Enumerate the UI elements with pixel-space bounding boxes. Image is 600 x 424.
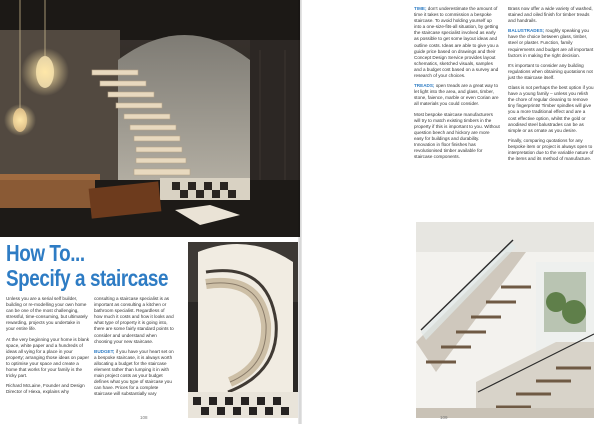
keyword-time: TIME; — [414, 6, 427, 11]
paragraph: Finally, comparing quotations for any bespoke item or project is always open to interpretation due to the variable nature of the items and its method of manufacture. — [508, 137, 594, 162]
paragraph: Richard McLaine, Founder and Design Director of Hiexa, explains why — [6, 383, 85, 395]
paragraph-time: TIME; don't underestimate the amount of time it takes to commission a bespoke staircase. To avoid holding yourself up into a one-size-fits-all situation, by getting the staircase specialist involved as early as possible to get some layout ideas and outline costs. Ideas are able to give you a guide price based on drawings and their Concept Design Service provides layout schematics, sketched visuals, samples and a budget cost based on a survey and research of your choices. — [414, 6, 499, 79]
keyword-balustrades: BALUSTRADES; — [508, 28, 545, 34]
page-number-left: 108 — [140, 415, 148, 420]
paragraph: Unless you are a serial self builder, building or re-modelling your own home can be one of the most challenging, stressful, time-consuming, but ultimately rewarding, projects you undertake in your entire life. — [6, 296, 88, 332]
spine-gutter — [298, 0, 302, 424]
right-col-2 — [508, 6, 594, 166]
article-headline — [6, 241, 168, 291]
paragraph: Glass is not perhaps the best option if you have a young family – unless you relish the chore of regular cleaning to remove tiny fingerprints! Timber spindles will give you a more traditional effect and are a cost effective option, whilst the gold or anodised steel balustrades can be as simple or as ornate as you desire. — [508, 85, 594, 133]
keyword-treads: TREADS; — [414, 83, 435, 89]
paragraph-balustrades: BALUSTRADES; roughly speaking you have the choice between glass, timber, steel or plaster. Function, family requirements and budget are all important factors in making the right decision. — [508, 28, 594, 58]
paragraph: Most bespoke staircase manufacturers will try to match existing timbers in the property if this is important to you. Without question beech and hickory are more easy for buildings and durability. Innovation in floor finishes has revolutionised timber available for staircase components. — [414, 111, 500, 160]
paragraph: It's important to consider any building regulations when obtaining quotations not just the staircase itself. — [508, 62, 593, 80]
headline-line-1: How To... — [6, 240, 85, 266]
headline-line-2: Specify a staircase — [6, 265, 169, 291]
left-col-1 — [6, 296, 90, 399]
paragraph: Brass now offer a wide variety of washed, stained and oiled finish for timber treads and handrails. — [508, 6, 593, 24]
paragraph-budget: BUDGET; if you have your heart set on a bespoke staircase, it is always worth allocating a budget for the staircase element rather than lumping it in with main project costs as your budget defines what you type of staircase you can have. Prices for a complete staircase will substantially vary — [94, 348, 174, 397]
right-page — [300, 0, 600, 424]
left-col-2 — [94, 296, 174, 402]
paragraph-treads: TREADS; open treads are a great way to let light into the area, and glass, timber, stone, faience, marble or even Corian are all materials you could consider. — [414, 83, 499, 107]
paragraph: At the very beginning your home is blank space, white paper and a hundreds of ideas all vying for a place in your property; arranging those ideas on paper to optimise your space and create a home that works for your family is the tricky part. — [6, 336, 89, 379]
paragraph: consulting a staircase specialist is as important as consulting a kitchen or bathroom specialist. Regardless of how much it costs and how it looks and what type of property it is going into, there are some fairly standard points to consider and understand when choosing your new staircase. — [94, 296, 174, 344]
photo-spiral-staircase — [188, 242, 298, 418]
keyword-budget: BUDGET; — [94, 348, 115, 354]
right-col-1 — [414, 6, 500, 164]
page-number-right: 109 — [440, 415, 448, 420]
photo-glass-balustrade-staircase — [416, 222, 594, 418]
